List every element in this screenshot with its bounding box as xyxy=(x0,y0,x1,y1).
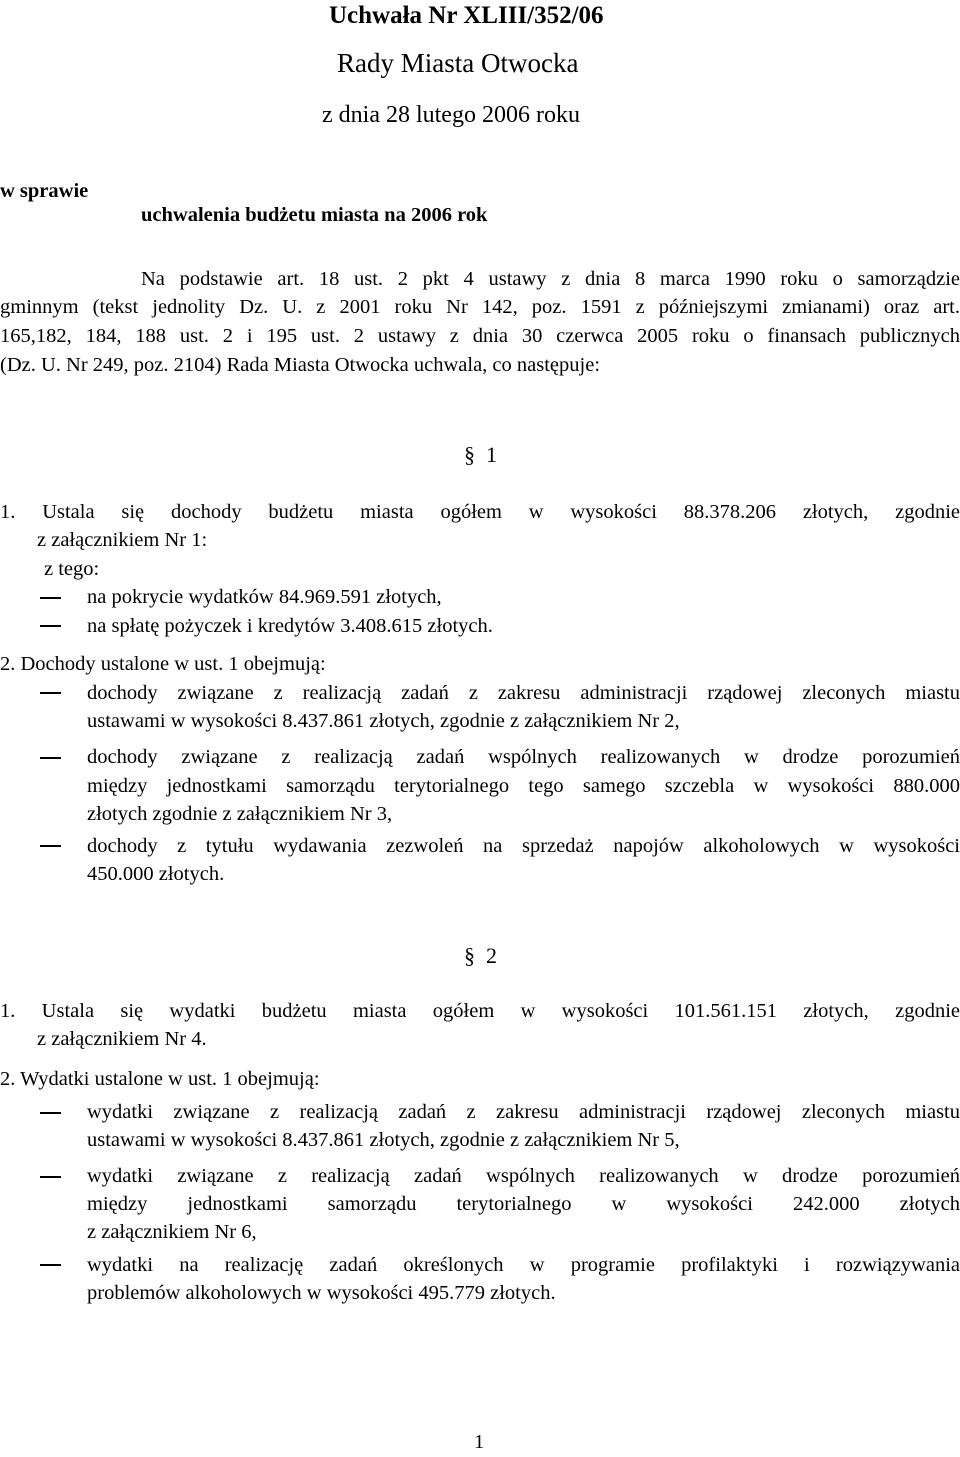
list-item: wydatki na realizację zadań określonych w programie profilaktyki i rozwiązywania xyxy=(87,1254,960,1276)
paragraph-line: z tego: xyxy=(44,558,100,580)
list-item: ustawami w wysokości 8.437.861 złotych, zgodnie z załącznikiem Nr 2, xyxy=(87,710,680,732)
paragraph-line: 2. Dochody ustalone w ust. 1 obejmują: xyxy=(0,653,326,675)
list-item: 450.000 złotych. xyxy=(87,863,225,885)
preamble-line: 165,182, 184, 188 ust. 2 i 195 ust. 2 ustawy z dnia 30 czerwca 2005 roku o finansach publicznych xyxy=(0,325,960,347)
section-symbol: § xyxy=(464,442,475,467)
paragraph-line: 2. Wydatki ustalone w ust. 1 obejmują: xyxy=(0,1068,320,1090)
section-number: 2 xyxy=(486,943,497,968)
dash-bullet xyxy=(40,845,61,847)
council-name: Rady Miasta Otwocka xyxy=(337,48,579,78)
list-item: między jednostkami samorządu terytorialnego tego samego szczebla w wysokości 880.000 xyxy=(87,775,960,797)
preamble-line: (Dz. U. Nr 249, poz. 2104) Rada Miasta Otwocka uchwala, co następuje: xyxy=(0,354,601,376)
list-item: na pokrycie wydatków 84.969.591 złotych, xyxy=(87,586,442,608)
dash-bullet xyxy=(40,1112,61,1114)
paragraph-line: z załącznikiem Nr 1: xyxy=(37,529,208,551)
dash-bullet xyxy=(40,692,61,694)
section-number: 1 xyxy=(486,442,497,467)
dash-bullet xyxy=(40,1176,61,1178)
paragraph-line: 1. Ustala się wydatki budżetu miasta ogółem w wysokości 101.561.151 złotych, zgodnie xyxy=(0,1000,960,1022)
subject-label: w sprawie xyxy=(0,180,89,202)
paragraph-line: 1. Ustala się dochody budżetu miasta ogółem w wysokości 88.378.206 złotych, zgodnie xyxy=(0,501,960,523)
list-item: z załącznikiem Nr 6, xyxy=(87,1221,257,1243)
resolution-date: z dnia 28 lutego 2006 roku xyxy=(322,102,580,128)
page-number: 1 xyxy=(474,1431,485,1453)
subject-text: uchwalenia budżetu miasta na 2006 rok xyxy=(141,204,488,226)
list-item: wydatki związane z realizacją zadań wspólnych realizowanych w drodze porozumień xyxy=(87,1165,960,1187)
dash-bullet xyxy=(40,757,61,759)
dash-bullet xyxy=(40,625,61,627)
list-item: problemów alkoholowych w wysokości 495.779 złotych. xyxy=(87,1282,556,1304)
list-item: ustawami w wysokości 8.437.861 złotych, zgodnie z załącznikiem Nr 5, xyxy=(87,1129,680,1151)
list-item: dochody związane z realizacją zadań wspólnych realizowanych w drodze porozumień xyxy=(87,746,960,768)
preamble-line: Na podstawie art. 18 ust. 2 pkt 4 ustawy z dnia 8 marca 1990 roku o samorządzie xyxy=(141,268,960,290)
paragraph-line: z załącznikiem Nr 4. xyxy=(37,1028,207,1050)
dash-bullet xyxy=(40,597,61,599)
list-item: między jednostkami samorządu terytorialnego w wysokości 242.000 złotych xyxy=(87,1193,960,1215)
list-item: dochody z tytułu wydawania zezwoleń na sprzedaż napojów alkoholowych w wysokości xyxy=(87,835,960,857)
preamble-line: gminnym (tekst jednolity Dz. U. z 2001 roku Nr 142, poz. 1591 z późniejszymi zmianami) oraz art. xyxy=(0,296,960,318)
list-item: wydatki związane z realizacją zadań z zakresu administracji rządowej zleconych miastu xyxy=(87,1101,960,1123)
section-heading-2 xyxy=(464,945,497,967)
list-item: dochody związane z realizacją zadań z zakresu administracji rządowej zleconych miastu xyxy=(87,682,960,704)
section-symbol: § xyxy=(464,943,475,968)
section-heading-1 xyxy=(464,444,497,466)
resolution-title: Uchwała Nr XLIII/352/06 xyxy=(329,2,604,29)
dash-bullet xyxy=(40,1264,61,1266)
list-item: złotych zgodnie z załącznikiem Nr 3, xyxy=(87,803,393,825)
list-item: na spłatę pożyczek i kredytów 3.408.615 złotych. xyxy=(87,615,493,637)
